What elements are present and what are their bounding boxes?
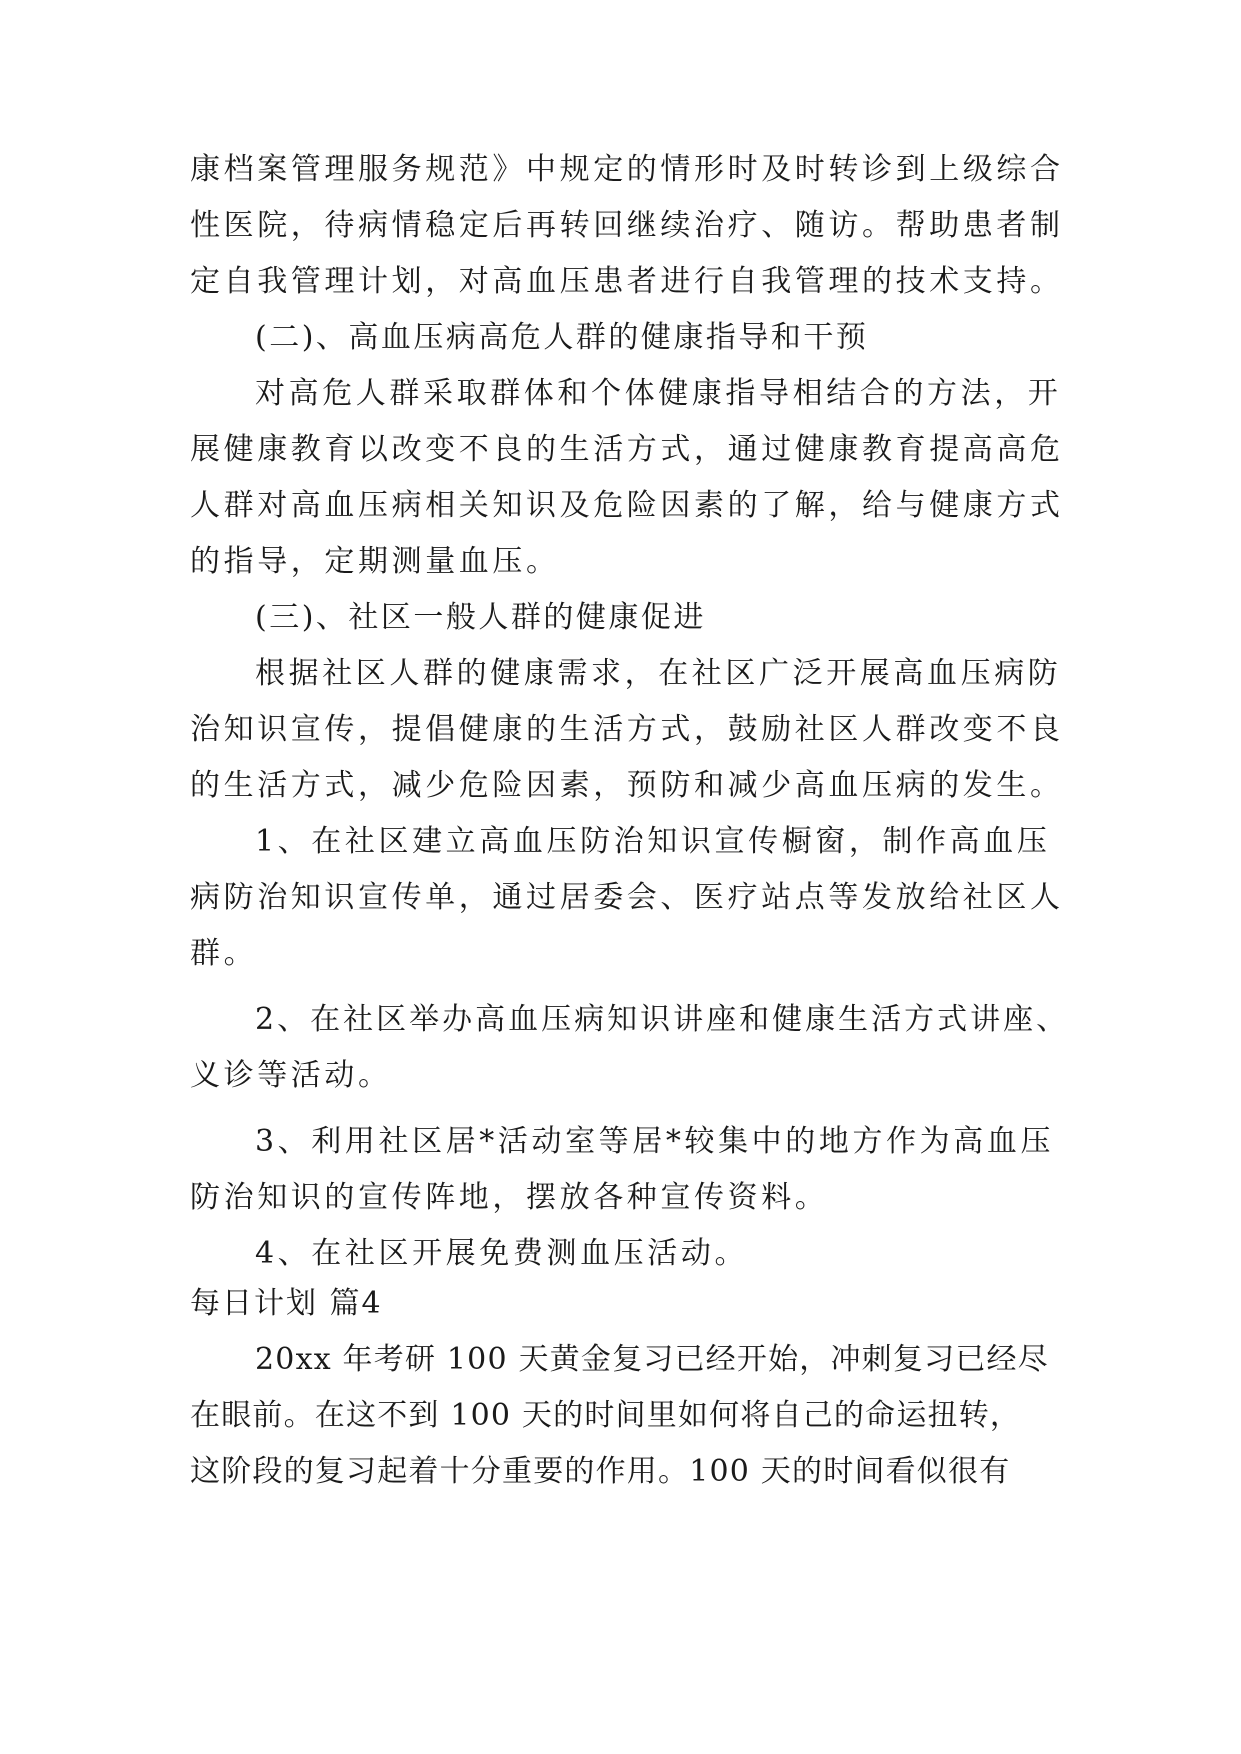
paragraph-line: 人群对高血压病相关知识及危险因素的了解，给与健康方式: [190, 488, 1064, 523]
paragraph-line: 康档案管理服务规范》中规定的情形时及时转诊到上级综合: [190, 152, 1064, 187]
list-item-line: 病防治知识宣传单，通过居委会、医疗站点等发放给社区人: [190, 880, 1064, 915]
section-heading: (二)、高血压病高危人群的健康指导和干预: [255, 320, 869, 355]
list-item-line: 4、在社区开展免费测血压活动。: [255, 1236, 749, 1271]
paragraph-line: 展健康教育以改变不良的生活方式，通过健康教育提高高危: [190, 432, 1064, 467]
article-heading: 每日计划 篇4: [190, 1286, 383, 1321]
paragraph-line: 的指导，定期测量血压。: [190, 544, 560, 579]
section-heading: (三)、社区一般人群的健康促进: [255, 600, 706, 635]
paragraph-line: 的生活方式，减少危险因素，预防和减少高血压病的发生。: [190, 768, 1064, 803]
paragraph-line: 治知识宣传，提倡健康的生活方式，鼓励社区人群改变不良: [190, 712, 1064, 747]
list-item-line: 3、利用社区居*活动室等居*较集中的地方作为高血压: [255, 1124, 1055, 1159]
list-item-line: 1、在社区建立高血压防治知识宣传橱窗，制作高血压: [255, 824, 1051, 859]
paragraph-line: 这阶段的复习起着十分重要的作用。100 天的时间看似很有: [190, 1454, 1011, 1489]
paragraph-line: 20xx 年考研 100 天黄金复习已经开始，冲刺复习已经尽: [255, 1342, 1049, 1377]
paragraph-line: 根据社区人群的健康需求，在社区广泛开展高血压病防: [255, 656, 1062, 691]
paragraph-line: 在眼前。在这不到 100 天的时间里如何将自己的命运扭转，: [190, 1398, 1022, 1433]
list-item-line: 防治知识的宣传阵地，摆放各种宣传资料。: [190, 1180, 829, 1215]
paragraph-line: 对高危人群采取群体和个体健康指导相结合的方法，开: [255, 376, 1062, 411]
list-item-line: 群。: [190, 936, 258, 971]
paragraph-line: 性医院，待病情稳定后再转回继续治疗、随访。帮助患者制: [190, 208, 1064, 243]
list-item-line: 2、在社区举办高血压病知识讲座和健康生活方式讲座、: [255, 1002, 1070, 1037]
list-item-line: 义诊等活动。: [190, 1058, 392, 1093]
paragraph-line: 定自我管理计划，对高血压患者进行自我管理的技术支持。: [190, 264, 1064, 299]
